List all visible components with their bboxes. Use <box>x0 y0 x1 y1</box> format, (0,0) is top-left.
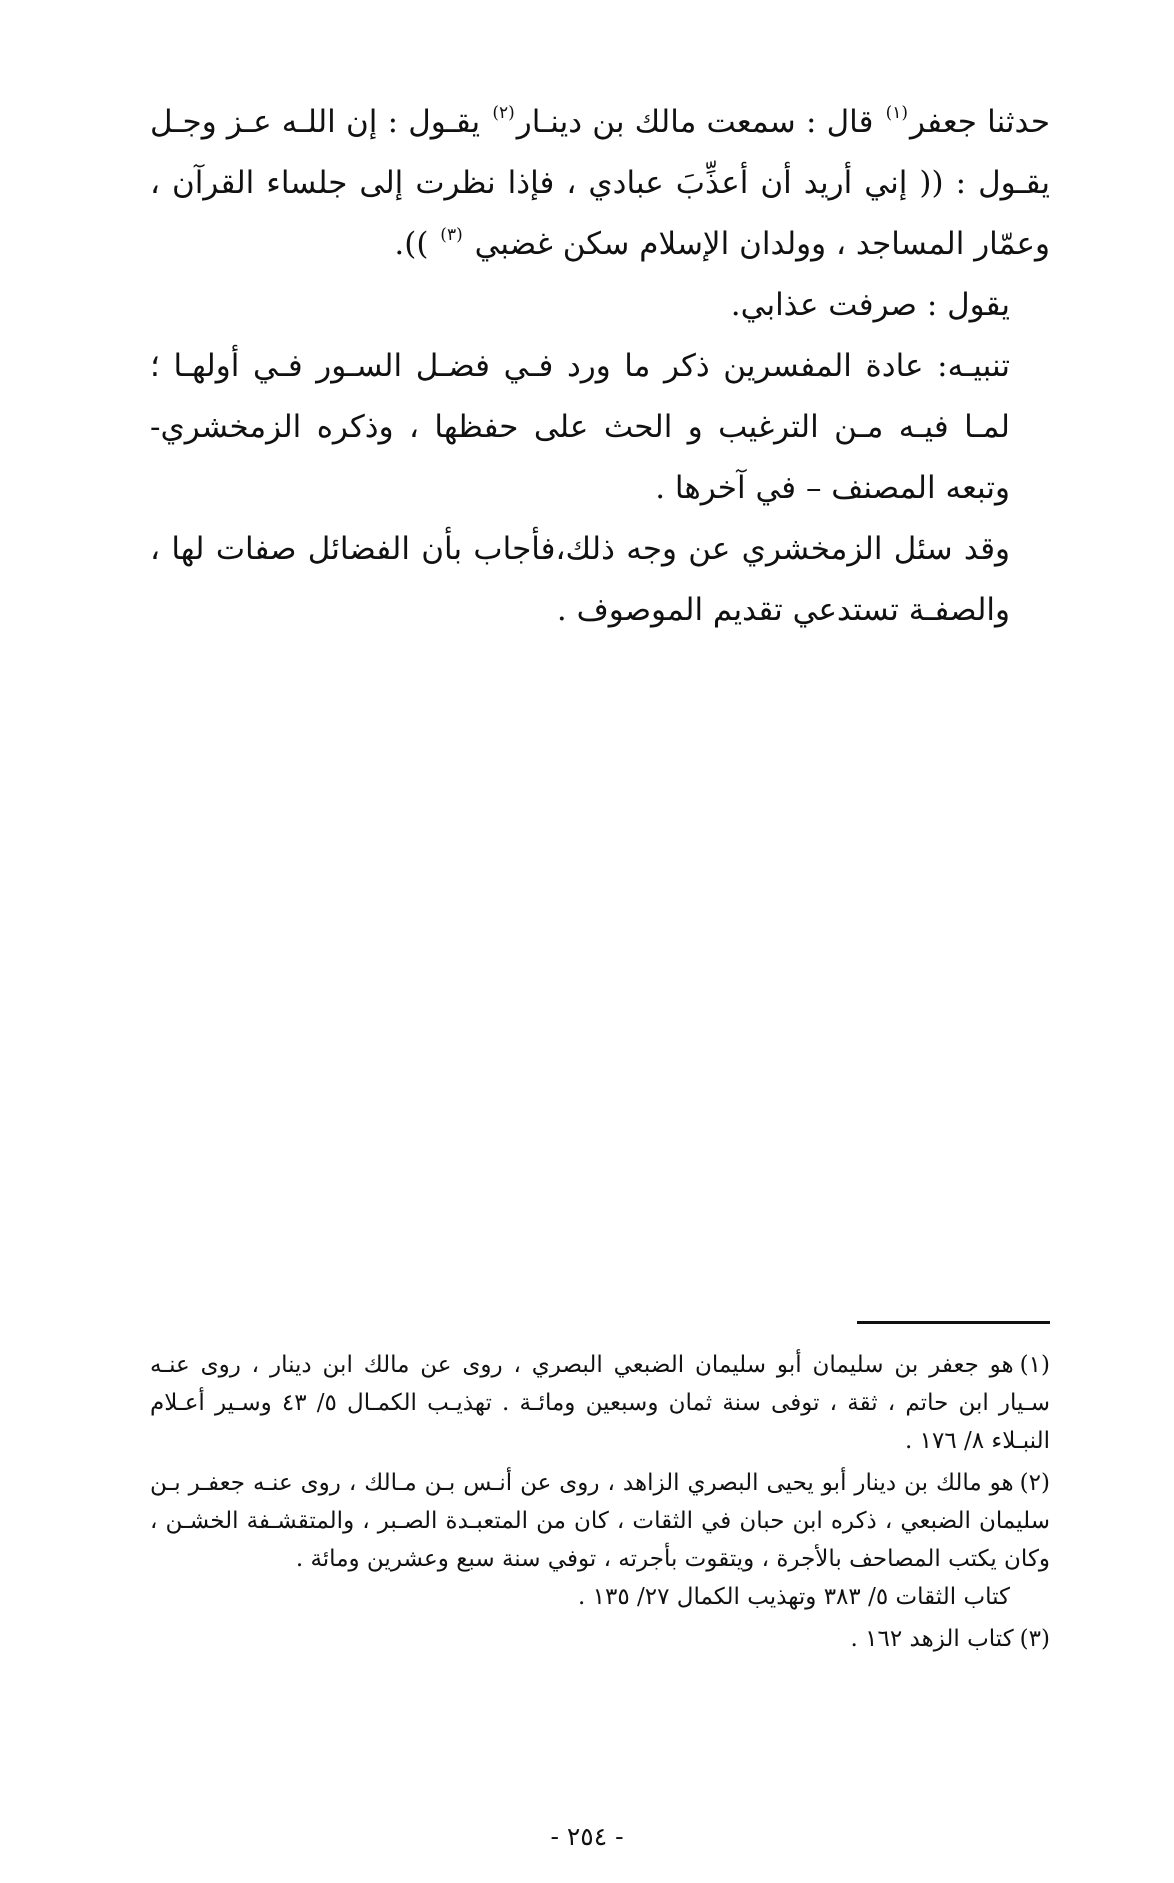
paragraph-explanation: يقول : صرفت عذابي. <box>730 287 1010 323</box>
hadith-text-end: )). <box>394 226 439 262</box>
footnote-2 <box>150 1464 1050 1578</box>
main-text <box>150 92 1050 641</box>
footnote-3 <box>150 1620 1050 1658</box>
footnote-text: هو جعفر بن سليمان أبو سليمان الضبعي البصري ، روى عن مالك ابن دينار ، روى عنـه سـيار ابن حاتم ، ثقة ، توفى سنة ثمان وسبعين ومائـة . تهذيـب الكمـال ٥/ ٤٣ وسـير أعـلام النبـلاء ٨/ ١٧٦ . <box>150 1352 1050 1454</box>
footnote-number: (١) <box>1019 1352 1050 1378</box>
footnote-text: كتاب الزهد ١٦٢ . <box>850 1626 1014 1652</box>
hadith-text-start: حدثنا جعفر <box>910 104 1050 140</box>
footnote-ref-2: (٢) <box>492 103 515 123</box>
hadith-text-quote: يقـول : إن اللـه عـز وجـل يقـول : (( إني أريد أن أعذِّبَ عبادي ، فإذا نظرت إلى جلساء القرآن ، وعمّار المساجد ، وولدان الإسلام سكن غضبي <box>150 104 1050 262</box>
footnote-ref-3: (٣) <box>440 225 463 245</box>
footnote-number: (٣) <box>1019 1626 1050 1652</box>
hadith-text-middle: قال : سمعت مالك بن دينـار <box>516 104 884 140</box>
footnote-ref-1: (١) <box>885 103 909 123</box>
paragraph-hadith <box>150 92 1050 275</box>
paragraph-zamakhshari: وقد سئل الزمخشري عن وجه ذلك،فأجاب بأن الفضائل صفات لها ، والصفـة تستدعي تقديم الموصوف . <box>150 531 1010 628</box>
footnotes-section <box>150 1346 1050 1658</box>
footnote-1 <box>150 1346 1050 1460</box>
paragraph-note: تنبيـه: عادة المفسرين ذكر ما ورد فـي فضـل السـور فـي أولهـا ؛لمـا فيـه مـن الترغيب و الحث على حفظها ، وذكره الزمخشري-وتبعه المصنف – في آخرها . <box>150 348 1010 506</box>
footnote-2-sources: كتاب الثقات ٥/ ٣٨٣ وتهذيب الكمال ٢٧/ ١٣٥ . <box>578 1584 1010 1610</box>
page-number: - ٢٥٤ - <box>550 1822 624 1851</box>
footnote-text: هو مالك بن دينار أبو يحيى البصري الزاهد ، روى عن أنـس بـن مـالك ، روى عنـه جعفـر بـن سليمان الضبعي ، ذكره ابن حبان في الثقات ، كان من المتعبـدة الصـبر ، والمتقشـفة الخشـن ، وكان يكتب المصاحف بالأجرة ، ويتقوت بأجرته ، توفي سنة سبع وعشرين ومائة . <box>150 1470 1050 1572</box>
footnote-number: (٢) <box>1019 1470 1050 1496</box>
footnote-separator <box>857 1321 1050 1324</box>
